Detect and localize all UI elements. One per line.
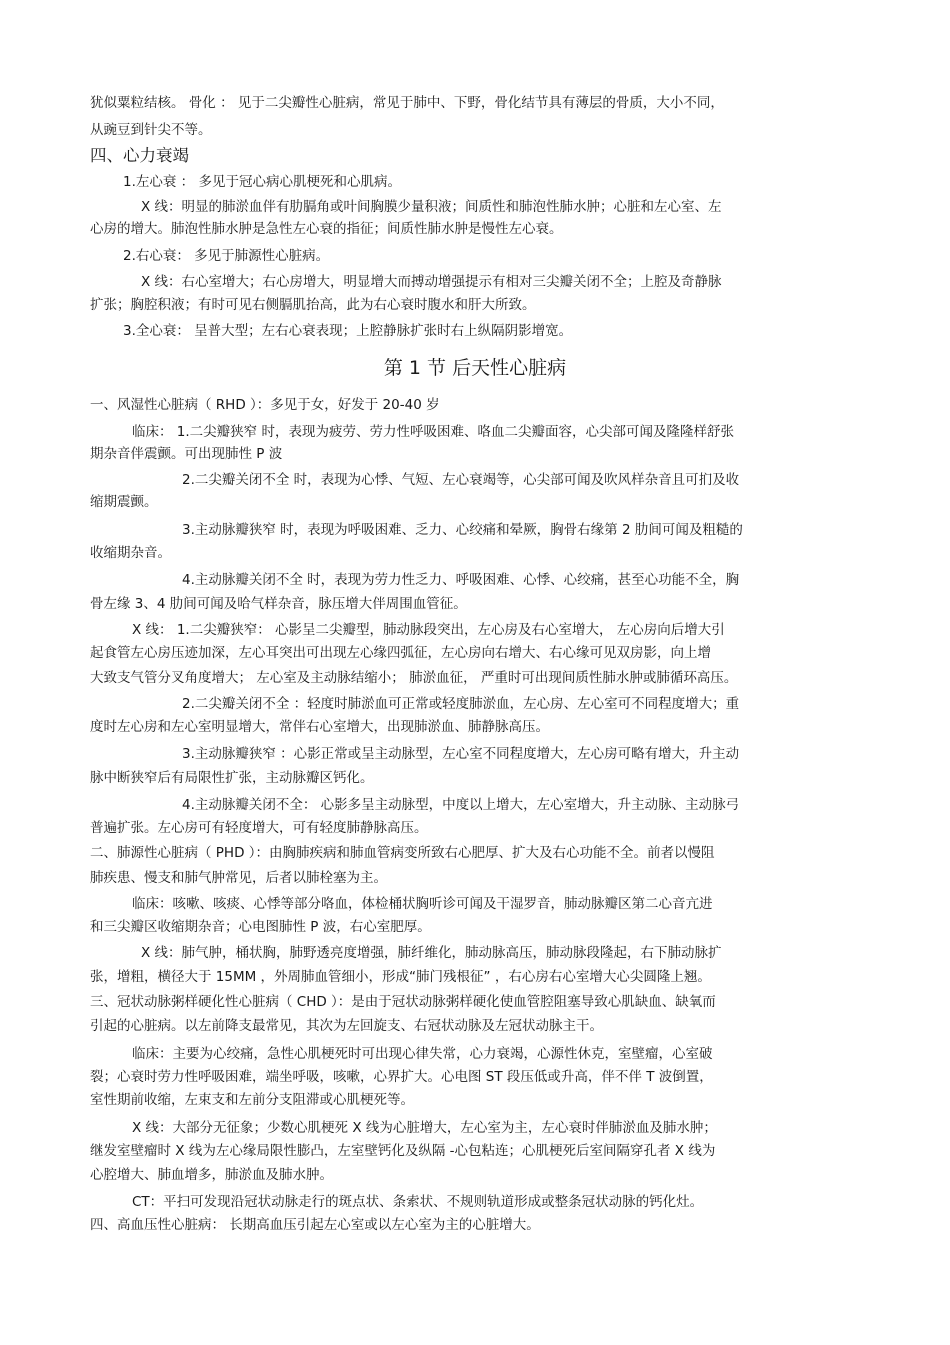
text-line: 裂；心衰时劳力性呼吸困难，端坐呼吸，咳嗽，心界扩大。心电图 ST 段压低或升高，伴不伴 T 波倒置，	[90, 1069, 713, 1085]
text-line: 3.全心衰： 呈普大型；左右心衰表现；上腔静脉扩张时右上纵隔阴影增宽。	[123, 323, 573, 339]
text-line: 骨左缘 3、4 肋间可闻及哈气样杂音，脉压增大伴周围血管征。	[90, 596, 467, 612]
text-line: 大致支气管分叉角度增大； 左心室及主动脉结缩小； 肺淤血征， 严重时可出现间质性肺水肿或肺循环高压。	[90, 670, 738, 686]
text-line: 三、冠状动脉粥样硬化性心脏病（ CHD ）：是由于冠状动脉粥样硬化使血管腔阻塞导致心肌缺血、缺氧而	[90, 994, 716, 1010]
text-line: 引起的心脏病。以左前降支最常见，其次为左回旋支、右冠状动脉及左冠状动脉主干。	[90, 1018, 603, 1034]
text-line: CT：平扫可发现沿冠状动脉走行的斑点状、条索状、不规则轨道形成或整条冠状动脉的钙化灶。	[132, 1194, 704, 1210]
text-line: 4.主动脉瓣关闭不全 时，表现为劳力性乏力、呼吸困难、心悸、心绞痛，甚至心功能不全，胸	[182, 572, 740, 588]
section-heading: 四、心力衰竭	[90, 146, 189, 165]
text-line: 起食管左心房压迹加深，左心耳突出可出现左心缘四弧征，左心房向右增大、右心缘可见双房影，向上增	[90, 645, 711, 661]
text-line: X 线：右心室增大；右心房增大，明显增大而搏动增强提示有相对三尖瓣关闭不全；上腔及奇静脉	[141, 274, 722, 290]
text-line: 临床： 1.二尖瓣狭窄 时，表现为疲劳、劳力性呼吸困难、咯血二尖瓣面容，心尖部可闻及隆隆样舒张	[132, 424, 734, 440]
text-line: 3.主动脉瓣狭窄 时，表现为呼吸困难、乏力、心绞痛和晕厥，胸骨右缘第 2 肋间可闻及粗糙的	[182, 522, 743, 538]
text-line: X 线：大部分无征象；少数心肌梗死 X 线为心脏增大，左心室为主，左心衰时伴肺淤血及肺水肿；	[132, 1120, 717, 1136]
text-line: 1.左心衰 ： 多见于冠心病心肌梗死和心肌病。	[123, 174, 401, 190]
text-line: 二、肺源性心脏病（ PHD ）：由胸肺疾病和肺血管病变所致右心肥厚、扩大及右心功能不全。前者以慢阻	[90, 845, 715, 861]
text-line: X 线：明显的肺淤血伴有肋膈角或叶间胸膜少量积液；间质性和肺泡性肺水肿；心脏和左心室、左	[141, 199, 722, 215]
text-line: 临床：咳嗽、咳痰、心悸等部分咯血，体检桶状胸听诊可闻及干湿罗音，肺动脉瓣区第二心音亢进	[132, 896, 713, 912]
text-line: 从豌豆到针尖不等。	[90, 122, 212, 138]
text-line: 缩期震颤。	[90, 494, 158, 510]
text-line: 2.二尖瓣关闭不全 ：轻度时肺淤血可正常或轻度肺淤血，左心房、左心室可不同程度增大；重	[182, 696, 740, 712]
section-title: 第 1 节 后天性心脏病	[383, 357, 567, 379]
text-line: X 线：肺气肿，桶状胸，肺野透亮度增强，肺纤维化，肺动脉高压，肺动脉段隆起，右下肺动脉扩	[141, 945, 722, 961]
text-line: 普遍扩张。左心房可有轻度增大，可有轻度肺静脉高压。	[90, 820, 428, 836]
text-line: 度时左心房和左心室明显增大，常伴右心室增大，出现肺淤血、肺静脉高压。	[90, 719, 549, 735]
text-line: 脉中断狭窄后有局限性扩张，主动脉瓣区钙化。	[90, 770, 374, 786]
text-line: 一、风湿性心脏病（ RHD ）：多见于女，好发于 20-40 岁	[90, 397, 440, 413]
text-line: 肺疾患、慢支和肺气肿常见，后者以肺栓塞为主。	[90, 870, 387, 886]
text-line: X 线： 1.二尖瓣狭窄： 心影呈二尖瓣型，肺动脉段突出，左心房及右心室增大， 左心房向后增大引	[132, 622, 725, 638]
text-line: 张，增粗，横径大于 15MM ，外周肺血管细小，形成“肺门残根征” ，右心房右心室增大心尖圆隆上翘。	[90, 969, 711, 985]
text-line: 心房的增大。肺泡性肺水肿是急性左心衰的指征；间质性肺水肿是慢性左心衰。	[90, 221, 563, 237]
text-line: 室性期前收缩，左束支和左前分支阻滞或心肌梗死等。	[90, 1092, 414, 1108]
text-line: 收缩期杂音。	[90, 545, 171, 561]
text-line: 继发室壁瘤时 X 线为左心缘局限性膨凸，左室壁钙化及纵隔 -心包粘连；心肌梗死后室间隔穿孔者 X 线为	[90, 1143, 716, 1159]
text-line: 期杂音伴震颤。可出现肺性 P 波	[90, 446, 283, 462]
text-line: 2.右心衰： 多见于肺源性心脏病。	[123, 248, 330, 264]
text-line: 临床：主要为心绞痛，急性心肌梗死时可出现心律失常，心力衰竭，心源性休克，室壁瘤，心室破	[132, 1046, 713, 1062]
text-line: 2.二尖瓣关闭不全 时，表现为心悸、气短、左心衰竭等，心尖部可闻及吹风样杂音且可扪及收	[182, 472, 740, 488]
text-line: 4.主动脉瓣关闭不全： 心影多呈主动脉型，中度以上增大，左心室增大，升主动脉、主动脉弓	[182, 797, 740, 813]
text-line: 心腔增大、肺血增多，肺淤血及肺水肿。	[90, 1167, 333, 1183]
text-line: 扩张；胸腔积液；有时可见右侧膈肌抬高，此为右心衰时腹水和肝大所致。	[90, 297, 536, 313]
text-line: 四、高血压性心脏病： 长期高血压引起左心室或以左心室为主的心脏增大。	[90, 1217, 540, 1233]
text-line: 3.主动脉瓣狭窄 ：心影正常或呈主动脉型，左心室不同程度增大，左心房可略有增大，升主动	[182, 746, 740, 762]
text-line: 和三尖瓣区收缩期杂音；心电图肺性 P 波，右心室肥厚。	[90, 919, 431, 935]
text-line: 犹似粟粒结核。 骨化 ： 见于二尖瓣性心脏病，常见于肺中、下野，骨化结节具有薄层的骨质，大小不同，	[90, 95, 724, 111]
